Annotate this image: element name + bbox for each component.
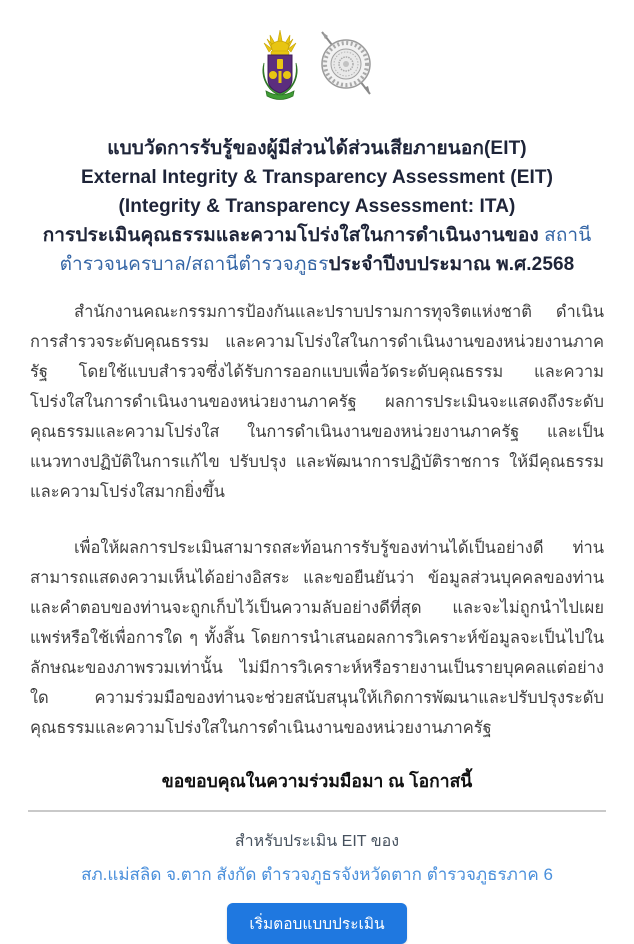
title-assessment-prefix: การประเมินคุณธรรมและความโปร่งใสในการดำเนินงานของ [42,225,545,246]
footer-divider [28,810,606,812]
intro-paragraph-2: เพื่อให้ผลการประเมินสามารถสะท้อนการรับรู้ของท่านได้เป็นอย่างดี ท่านสามารถแสดงความเห็นได้อย่างอิสระ และขอยืนยันว่า ข้อมูลส่วนบุคคลของท่านและคำตอบของท่านจะถูกเก็บไว้เป็นความลับอย่างดีที่สุด และจะไม่ถูกนำไปเผยแพร่หรือใช้เพื่อการใด ๆ ทั้งสิ้น โดยการนำเสนอผลการวิเคราะห์ข้อมูลจะเป็นไปในลักษณะของภาพรวมเท่านั้น ไม่มีการวิเคราะห์หรือรายงานเป็นรายบุคคลแต่อย่างใด ความร่วมมือของท่านจะช่วยสนับสนุนให้เกิดการพัฒนาและปรับปรุงระดับคุณธรรมและความโปร่งใสในการดำเนินงานของหน่วยงานภาครัฐ [30,539,604,737]
title-line-thai: แบบวัดการรับรู้ของผู้มีส่วนได้ส่วนเสียภายนอก(EIT) [107,138,527,159]
title-station-type-highlight: สถานีตำรวจนครบาล/สถานีตำรวจภูธร [59,225,592,275]
thank-you-line: ขอขอบคุณในความร่วมมือมา ณ โอกาสนี้ [161,771,473,791]
start-assessment-button[interactable]: เริ่มตอบแบบประเมิน [227,903,406,944]
title-line-english-2: (Integrity & Transparency Assessment: ITA) [118,196,516,217]
footer-organization-name: สภ.แม่สลิด จ.ตาก สังกัด ตำรวจภูธรจังหวัดตาก ตำรวจภูธรภาค 6 [81,865,553,884]
title-line-english-1: External Integrity & Transparency Assessment (EIT) [80,167,554,188]
page-title [26,134,608,279]
footer-section [0,829,634,944]
header-logo-row [0,28,634,108]
title-line-assessment [26,221,608,279]
intro-paragraph-1: สำนักงานคณะกรรมการป้องกันและปราบปรามการทุจริตแห่งชาติ ดำเนินการสำรวจระดับคุณธรรม และความโปร่งใสในการดำเนินงานของหน่วยงานภาครัฐ โดยใช้แบบสำรวจซึ่งได้รับการออกแบบเพื่อวัดระดับคุณธรรม และความโปร่งใสในการดำเนินงานของหน่วยงานภาครัฐ ผลการประเมินจะแสดงถึงระดับคุณธรรมและความโปร่งใส ในการดำเนินงานของหน่วยงานภาครัฐ และเป็นแนวทางปฏิบัติในการแก้ไข ปรับปรุง และพัฒนาการปฏิบัติราชการ ให้มีคุณธรรมและความโปร่งใสมากยิ่งขึ้น [30,303,604,501]
nacc-seal-icon [314,26,378,111]
title-fiscal-year: ประจำปีงบประมาณ พ.ศ.2568 [328,254,575,275]
royal-thai-police-emblem-icon [256,29,304,108]
footer-assessment-label: สำหรับประเมิน EIT ของ [234,833,400,850]
